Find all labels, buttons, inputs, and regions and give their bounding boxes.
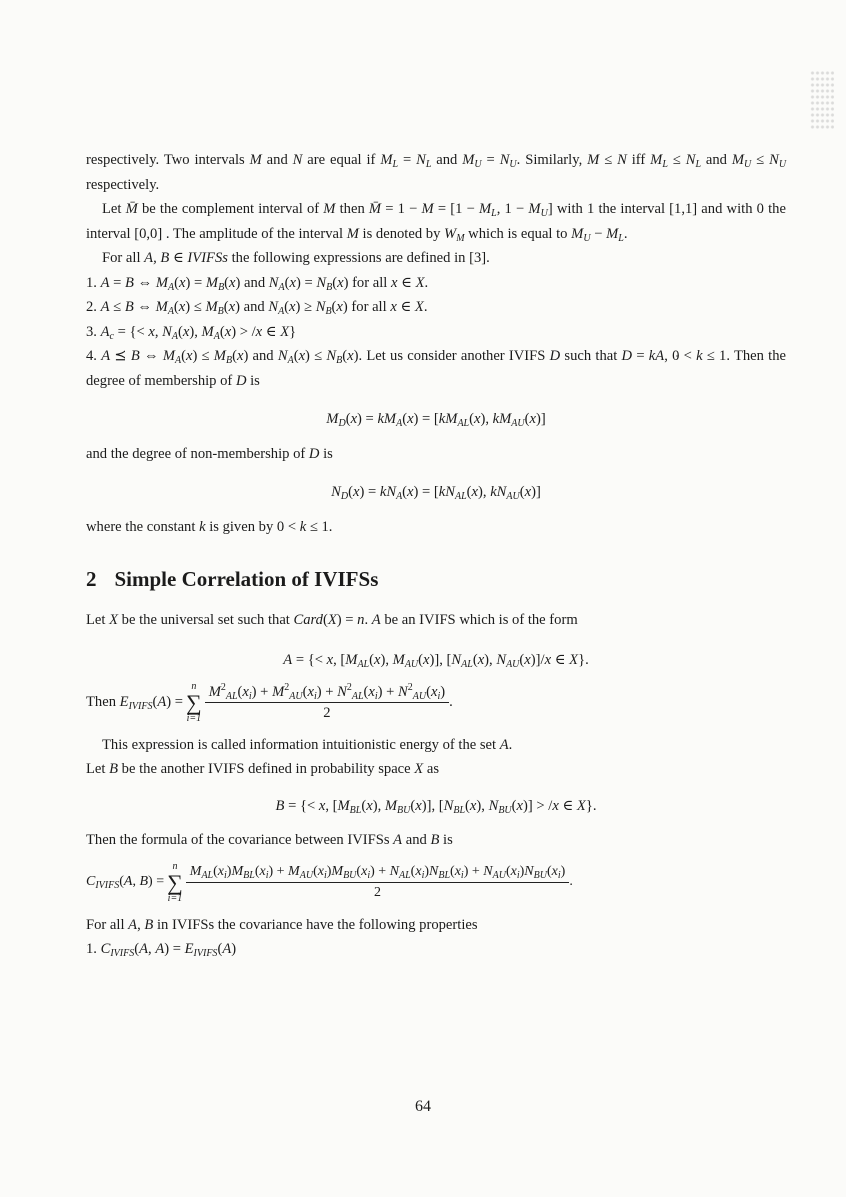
paragraph-properties: For all A, B in IVIFSs the covariance have the following properties: [86, 916, 478, 933]
list-item-3: 3. $A_c$ = {< x, $N_A(x)$, $M_A(x) > /x$ ∈ X}: [86, 323, 297, 342]
section-number: 2: [86, 567, 97, 591]
equation-covariance: $C_{IVIFS}(A$, B) = n ∑ i=1 $M_{AL}(x_i)M_{BL}(x_i) + M_{AU}(x_i)M_{BU}(x_i) + N_{AL}(x_i)N_{BL}(x_i) + N_{AU}(x_i)N_{BU}(x_i)$ 2 .: [86, 860, 573, 904]
paragraph-universal-set: Let X be the universal set such that Card(X) = n. A be an IVIFS which is of the form: [86, 611, 578, 628]
property-1: 1. $C_{IVIFS}(A$, $A) = E_{IVIFS}(A)$: [86, 941, 237, 959]
section-title: Simple Correlation of IVIFSs: [114, 567, 379, 591]
list-item-1: 1. A = B ⇔ $M_A(x) = M_B(x)$ and $N_A(x) = N_B(x)$ for all x ∈ X.: [86, 274, 429, 293]
equation-set-A: A = {< x, [$M_{AL}(x)$, $M_{AU}(x)$], [$N_{AL}(x)$, $N_{AU}(x)]/x$ ∈ X}.: [283, 652, 589, 670]
paragraph-for-all: For all A, B ∈ IVIFSs the following expressions are defined in [3].: [102, 250, 490, 266]
page-number: 64: [415, 1098, 431, 1115]
paragraph-constant-k: where the constant k is given by 0 < k ≤ 1.: [86, 518, 333, 535]
body-text: [86, 148, 786, 962]
paragraph-energy-def: This expression is called information intuitionistic energy of the set A.: [102, 736, 513, 753]
scan-speckle: [810, 70, 834, 130]
paragraph-set-B: Let B be the another IVIFS defined in probability space X as: [86, 761, 440, 777]
list-item-2: 2. A ≤ B ⇔ $M_A(x) \le M_B(x)$ and $N_A(x) \ge N_B(x)$ for all x ∈ X.: [86, 299, 428, 317]
paragraph-intervals: respectively. Two intervals M and N are equal if $M_L = N_L$ and $M_U = N_U$. Similarly, M ≤ N iff $M_L \le N_L$ and $M_U \le N_U$ respectively.: [86, 152, 787, 193]
equation-set-B: B = {< x, [$M_{BL}(x)$, $M_{BU}(x)$], [$N_{BL}(x)$, $N_{BU}(x)] > /x$ ∈ X}.: [275, 797, 597, 816]
equation-nonmembership-D: $N_D(x) = kN_A(x) = [kN_{AL}(x)$, $kN_{AU}(x)$]: [331, 484, 541, 502]
paragraph-complement: Let M̄ be the complement interval of M then M̄ = $1 - M = [1 - M_L$, $1 - M_U$] with 1 the interval [1,1] and with 0 the interval [0,0] . The amplitude of the interval M is denoted by $W_M$ which is equal to $M_U - M_L$.: [86, 201, 786, 244]
section-heading: [86, 567, 786, 592]
list-item-4: 4. A ⪯ B ⇔ $M_A(x) \le M_B(x)$ and $N_A(x) \le N_B(x)$. Let us consider another IVIFS D such that D = kA, 0 < k ≤ 1. Then the degree of membership of D is: [86, 348, 787, 389]
equation-energy: Then $E_{IVIFS}(A)$ = n ∑ i=1 $\frac{M^2_{AL}(x_i) + M^2_{AU}(x_i) + N^2_{AL}(x_i) + N^2_{AU}(x_i)}{2}$ .: [86, 680, 453, 724]
paragraph-nonmembership: and the degree of non-membership of D is: [86, 445, 333, 462]
equation-membership-D: $M_D(x) = kM_A(x) = [kM_{AL}(x)$, $kM_{AU}(x)$]: [326, 411, 546, 429]
paragraph-covariance: Then the formula of the covariance between IVIFSs A and B is: [86, 832, 453, 848]
